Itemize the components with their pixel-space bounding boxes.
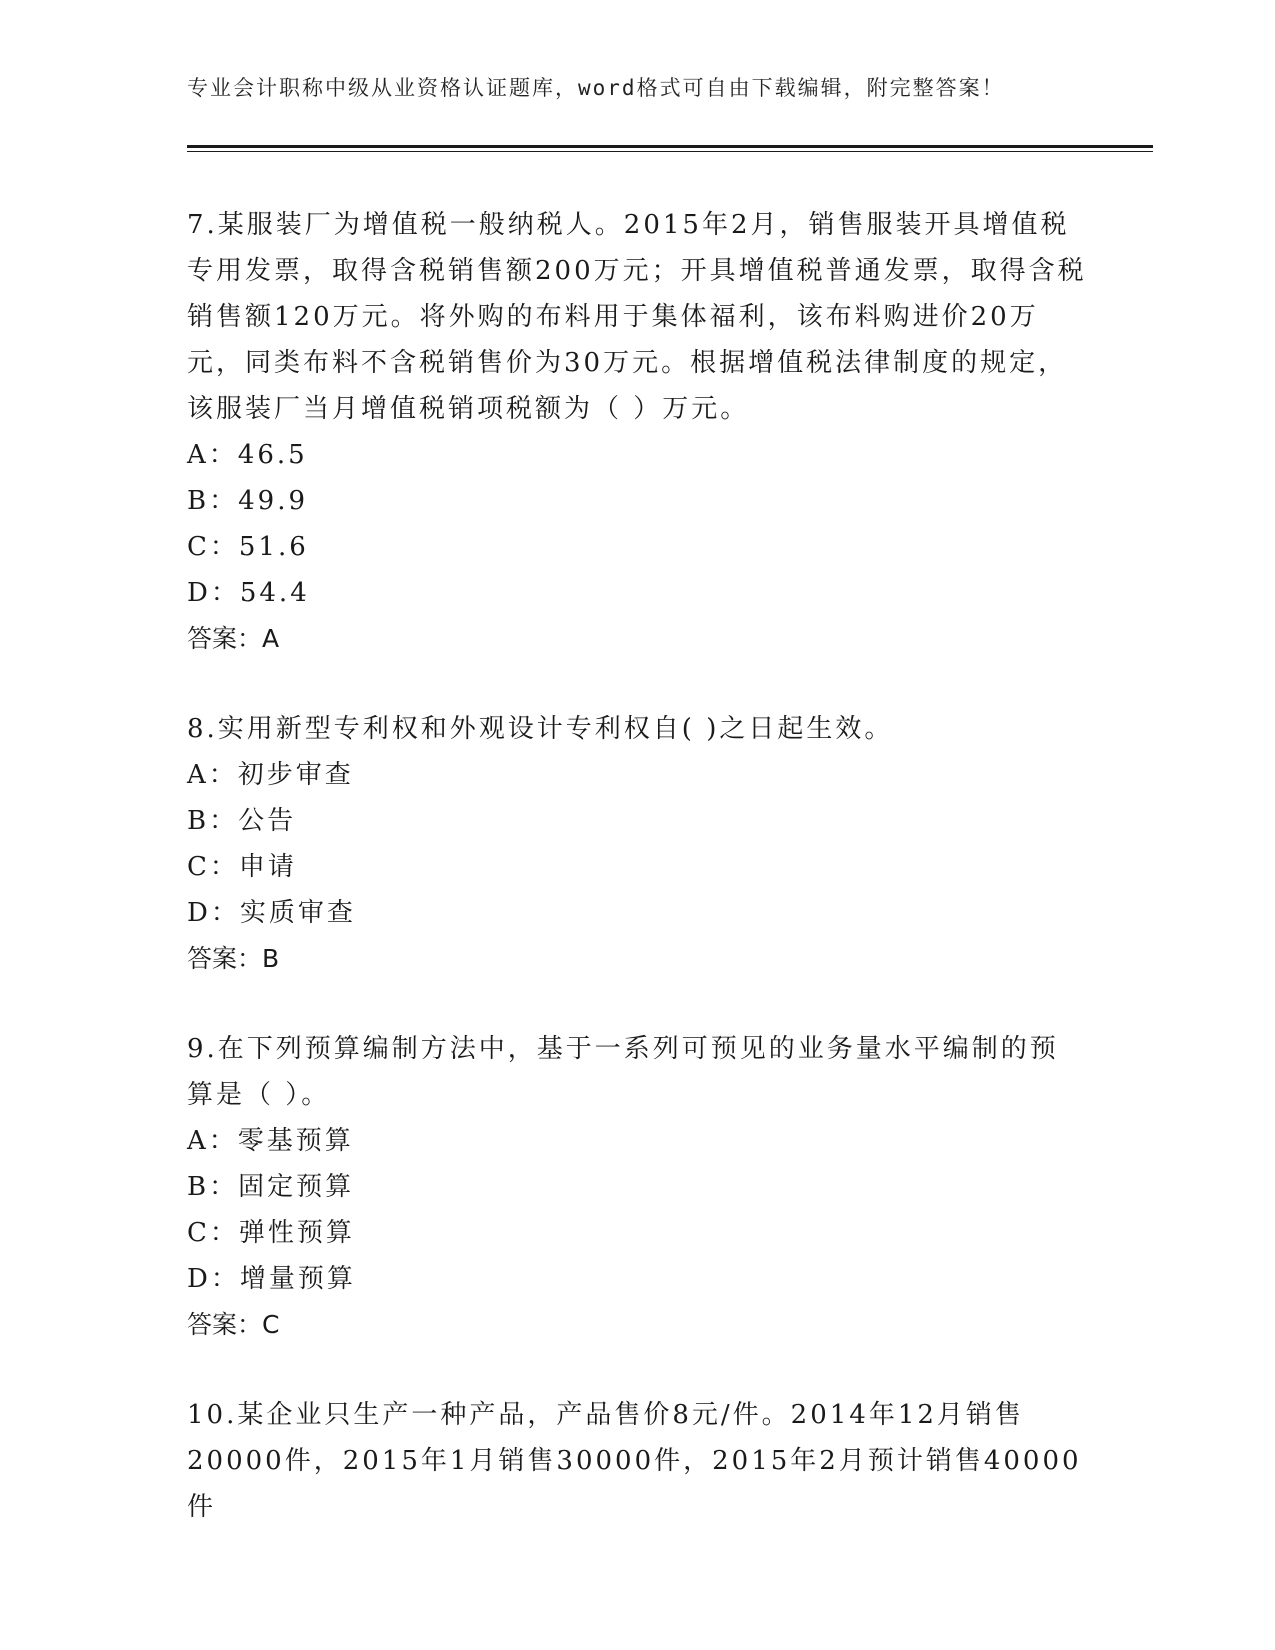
question-list bbox=[187, 202, 1087, 1530]
option-a: A：46.5 bbox=[187, 440, 308, 470]
question-text: 9.在下列预算编制方法中，基于一系列可预见的业务量水平编制的预算是（ ）。 bbox=[187, 1034, 1059, 1110]
question-7 bbox=[187, 202, 1087, 662]
option-a: A：初步审查 bbox=[187, 760, 354, 790]
option-d: D：增量预算 bbox=[187, 1264, 356, 1294]
option-c: C：弹性预算 bbox=[187, 1218, 355, 1248]
option-a: A：零基预算 bbox=[187, 1126, 354, 1156]
question-8 bbox=[187, 706, 1087, 982]
question-9 bbox=[187, 1026, 1087, 1348]
question-10 bbox=[187, 1392, 1087, 1530]
option-b: B：固定预算 bbox=[187, 1172, 355, 1202]
answer: 答案：B bbox=[187, 944, 280, 973]
page-header: 专业会计职称中级从业资格认证题库，word格式可自由下载编辑，附完整答案！ bbox=[187, 76, 1005, 100]
question-text: 7.某服装厂为增值税一般纳税人。2015年2月，销售服装开具增值税专用发票，取得含税销售额200万元；开具增值税普通发票，取得含税销售额120万元。将外购的布料用于集体福利，该布料购进价20万元，同类布料不含税销售价为30万元。根据增值税法律制度的规定，该服装厂当月增值税销项税额为（ ）万元。 bbox=[187, 210, 1087, 424]
option-c: C：申请 bbox=[187, 852, 297, 882]
header-rule-thick bbox=[187, 145, 1153, 148]
option-d: D：实质审查 bbox=[187, 898, 356, 928]
answer: 答案：C bbox=[187, 1310, 280, 1339]
answer: 答案：A bbox=[187, 624, 280, 653]
option-d: D：54.4 bbox=[187, 578, 310, 608]
option-c: C：51.6 bbox=[187, 532, 309, 562]
question-text: 10.某企业只生产一种产品，产品售价8元/件。2014年12月销售20000件，2015年1月销售30000件，2015年2月预计销售40000件 bbox=[187, 1400, 1082, 1522]
option-b: B：公告 bbox=[187, 806, 297, 836]
question-text: 8.实用新型专利权和外观设计专利权自( )之日起生效。 bbox=[187, 714, 894, 744]
header-rule-thin bbox=[187, 151, 1153, 152]
option-b: B：49.9 bbox=[187, 486, 308, 516]
